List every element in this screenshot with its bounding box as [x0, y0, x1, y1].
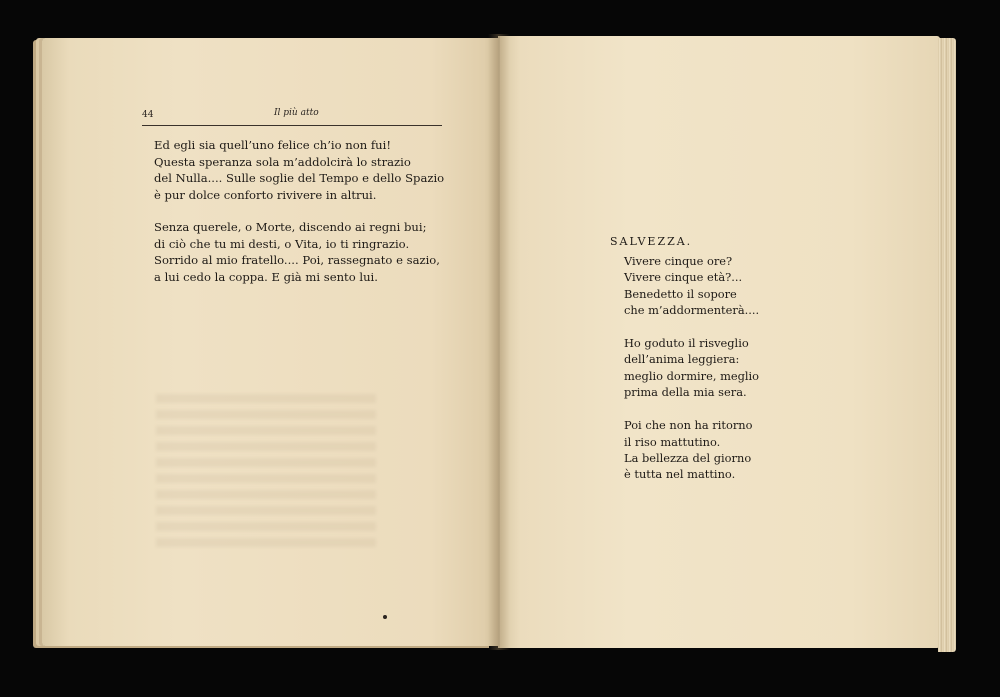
left-page: [42, 38, 498, 646]
verse-line: Vivere cinque età?...: [624, 270, 743, 285]
ink-dot: [383, 615, 387, 619]
verse-line: dell’anima leggiera:: [624, 352, 740, 367]
verse-line: Poi che non ha ritorno: [624, 418, 753, 433]
verse-line: Senza querele, o Morte, discendo ai regni bui;: [154, 220, 427, 234]
verse-line: Benedetto il sopore: [624, 286, 737, 301]
verse-line: Ed egli sia quell’uno felice ch’io non fui!: [154, 138, 392, 152]
verse-line: il riso mattutino.: [624, 434, 721, 449]
stanza: [624, 253, 824, 318]
verse-line: Vivere cinque ore?: [624, 254, 733, 268]
verse-line: del Nulla.... Sulle soglie del Tempo e dello Spazio: [154, 171, 445, 185]
verse-line: è tutta nel mattino.: [624, 467, 736, 482]
verse-line: La bellezza del giorno: [624, 450, 752, 465]
page-edges: [938, 38, 956, 652]
left-poem: [154, 137, 474, 301]
verse-line: prima della mia sera.: [624, 385, 747, 400]
verse-line: meglio dormire, meglio: [624, 368, 760, 383]
stanza: [154, 219, 474, 285]
stanza: [624, 417, 824, 482]
right-poem: [624, 253, 824, 500]
page-header: [142, 108, 442, 124]
verse-line: a lui cedo la coppa. E già mi sento lui.: [154, 269, 378, 284]
running-title: Il più atto: [274, 108, 319, 118]
book-spine: [488, 34, 510, 650]
verse-line: è pur dolce conforto rivivere in altrui.: [154, 187, 377, 202]
header-rule: [142, 125, 442, 126]
verse-line: Sorrido al mio fratello.... Poi, rassegnato e sazio,: [154, 253, 440, 267]
verse-line: Ho goduto il risveglio: [624, 336, 749, 351]
stanza: [624, 335, 824, 400]
verse-line: di ciò che tu mi desti, o Vita, io ti ringrazio.: [154, 236, 410, 251]
open-book: [34, 34, 960, 656]
poem-title: SALVEZZA.: [610, 235, 693, 248]
verse-line: che m’addormenterà....: [624, 302, 760, 317]
stanza: [154, 137, 474, 203]
show-through-text: [156, 394, 376, 554]
page-number: 44: [142, 110, 154, 120]
verse-line: Questa speranza sola m’addolcirà lo strazio: [154, 154, 411, 169]
